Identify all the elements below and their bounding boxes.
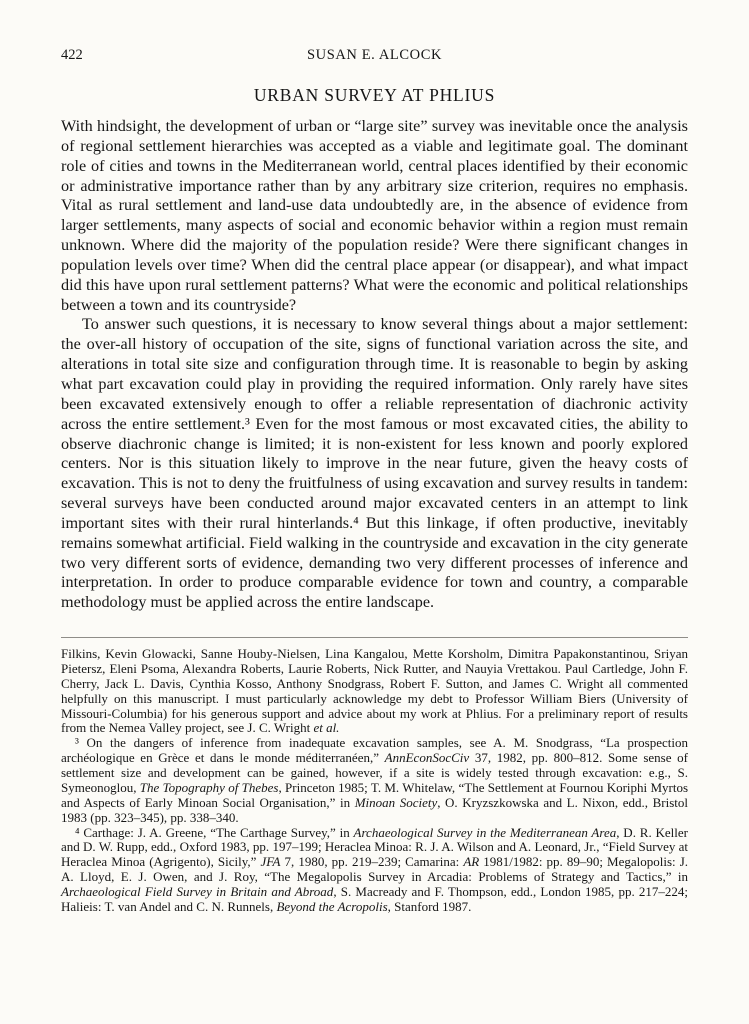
running-head-author: SUSAN E. ALCOCK xyxy=(306,47,443,63)
page-header xyxy=(61,47,688,65)
body-paragraph-1: With hindsight, the development of urban or “large site” survey was inevitable once the analysis of regional settlement hierarchies was accepted as a viable and legitimate goal. The dominant role of cities and towns in the Mediterranean world, central places identified by their economic or administrative importance rather than by any arbitrary size criterion, requires no emphasis. Vital as rural settlement and land-use data undoubtedly are, in the absence of evidence from larger settlements, many aspects of social and economic behavior within a region must remain unknown. Where did the majority of the population reside? Were there significant changes in population levels over time? When did the central place appear (or disappear), and what impact did this have upon rural settlement patterns? What were the economic and political relationships between a town and its countryside? xyxy=(61,117,688,314)
page-number: 422 xyxy=(61,47,83,63)
footnote-3: ³ On the dangers of inference from inadequate excavation samples, see A. M. Snodgrass, “La prospection archéologique en Grèce et dans le monde méditerranéen,” AnnEconSocCiv 37, 1982, pp. 800–812. Some sense of settlement size and development can be gained, however, if a site is widely tested through excavation: e.g., S. Symeonoglou, The Topography of Thebes, Princeton 1985; T. M. Whitelaw, “The Settlement at Fournou Koriphi Myrtos and Aspects of Early Minoan Social Organisation,” in Minoan Society, O. Kryzszkowska and L. Nixon, edd., Bristol 1983 (pp. 323–345), pp. 338–340. xyxy=(61,735,688,825)
footnotes-section xyxy=(61,647,688,915)
body-paragraph-2: To answer such questions, it is necessary to know several things about a major settlement: the over-all history of occupation of the site, signs of functional variation across the site, and alterations in total site size and configuration through time. It is reasonable to begin by asking what part excavation could play in providing the required information. Only rarely have sites been excavated extensively enough to offer a reliable representation of diachronic activity across the entire settlement.³ Even for the most famous or most excavated cities, the ability to observe diachronic change is limited; it is non-existent for less known and poorly explored centers. Nor is this situation likely to improve in the near future, given the heavy costs of excavation. This is not to deny the fruitfulness of using excavation and survey results in tandem: several surveys have been conducted around major excavated centers in an attempt to link important sites with their rural hinterlands.⁴ But this linkage, if often productive, inevitably remains somewhat artificial. Field walking in the countryside and excavation in the city generate two very different sorts of evidence, demanding two very different processes of inference and interpretation. In order to produce comparable evidence for town and country, a comparable methodology must be applied across the entire landscape. xyxy=(61,315,688,612)
section-title: URBAN SURVEY AT PHLIUS xyxy=(253,85,496,105)
footnote-4: ⁴ Carthage: J. A. Greene, “The Carthage Survey,” in Archaeological Survey in the Mediterranean Area, D. R. Keller and D. W. Rupp, edd., Oxford 1983, pp. 197–199; Heraclea Minoa: R. J. A. Wilson and A. Leonard, Jr., “Field Survey at Heraclea Minoa (Agrigento), Sicily,” JFA 7, 1980, pp. 219–239; Camarina: AR 1981/1982: pp. 89–90; Megalopolis: J. A. Lloyd, E. J. Owen, and J. Roy, “The Megalopolis Survey in Arcadia: Problems of Strategy and Tactics,” in Archaeological Field Survey in Britain and Abroad, S. Macready and F. Thompson, edd., London 1985, pp. 217–224; Halieis: T. van Andel and C. N. Runnels, Beyond the Acropolis, Stanford 1987. xyxy=(61,824,689,914)
footnote-continuation: Filkins, Kevin Glowacki, Sanne Houby-Nielsen, Lina Kangalou, Mette Korsholm, Dimitra Papakonstantinou, Sriyan Pietersz, Eleni Psoma, Alexandra Roberts, Laurie Roberts, Nick Rutter, and Nauyia Vrettakou. Paul Cartledge, John F. Cherry, Jack L. Davis, Cynthia Kosso, Anthony Snodgrass, Robert F. Sutton, and James C. Wright all commented helpfully on this manuscript. I must particularly acknowledge my debt to Professor William Biers (University of Missouri-Columbia) for his generous support and advice about my work at Phlius. For a preliminary report of results from the Nemea Valley project, see J. C. Wright et al. xyxy=(61,646,688,736)
footnote-divider xyxy=(61,637,688,638)
